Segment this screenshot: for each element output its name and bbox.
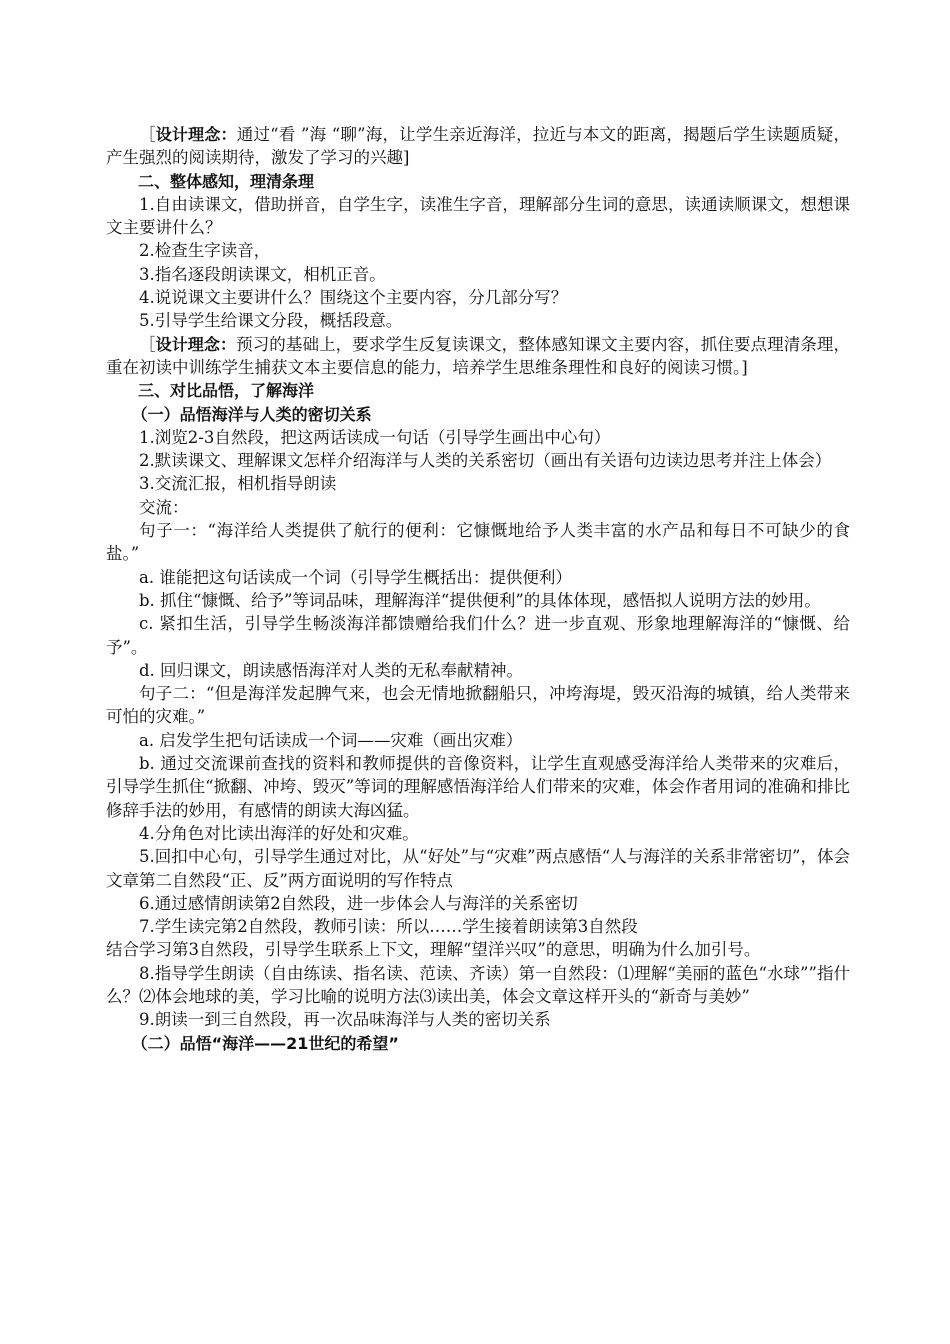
rationale-label: 设计理念： [155, 125, 237, 144]
paragraph: a. 谁能把这句话读成一个词（引导学生概括出：提供便利） [139, 567, 572, 587]
subsection-heading-1: （一）品悟海洋与人类的密切关系 [131, 404, 372, 424]
paragraph: a. 启发学生把句话读成一个词——灾难（画出灾难） [139, 730, 523, 750]
paragraph: 6.通过感情朗读第2自然段，进一步体会人与海洋的关系密切 [139, 893, 578, 913]
paragraph: 7.学生读完第2自然段，教师引读：所以……学生接着朗读第3自然段 [139, 917, 638, 937]
section-heading-2: 二、整体感知，理清条理 [138, 171, 315, 191]
paragraph: 1.自由读课文，借助拼音，自学生字，读准生字音，理解部分生词的意思，读通读顺课文，想想课文主要讲什么？ [106, 194, 850, 238]
paragraph: 2.检查生字读音， [139, 241, 271, 261]
rationale-text: 预习的基础上，要求学生反复读课文，整体感知课文主要内容，抓住要点理清条理，重在初读中训练学生捕获文本主要信息的能力，培养学生思维条理性和良好的阅读习惯。] [106, 334, 851, 377]
section-heading-3: 三、对比品悟，了解海洋 [138, 381, 315, 401]
paragraph: 交流： [139, 497, 189, 517]
paragraph: 2.默读课文、理解课文怎样介绍海洋与人类的关系密切（画出有关语句边读边思考并注上体会） [139, 451, 832, 471]
paragraph: 3.交流汇报，相机指导朗读 [139, 474, 337, 494]
document-page [106, 123, 850, 1055]
paragraph: 3.指名逐段朗读课文，相机正音。 [139, 264, 386, 284]
paragraph: 1.浏览2-3自然段，把这两话读成一句话（引导学生画出中心句） [139, 427, 611, 447]
paragraph: 句子一：“海洋给人类提供了航行的便利：它慷慨地给予人类丰富的水产品和每日不可缺少的食盐。” [106, 521, 850, 564]
rationale-label: 设计理念： [155, 334, 237, 354]
paragraph: b. 通过交流课前查找的资料和教师提供的音像资料，让学生直观感受海洋给人类带来的灾难后，引导学生抓住“掀翻、冲垮、毁灭”等词的理解感悟海洋给人们带来的灾难，体会作者用词的准确和排比修辞手法的妙用，有感情的朗读大海凶猛。 [106, 754, 850, 820]
paragraph: 9.朗读一到三自然段，再一次品味海洋与人类的密切关系 [139, 1010, 551, 1030]
rationale-text: 通过“看 ”海 “聊”海，让学生亲近海洋，拉近与本文的距离，揭题后学生读题质疑，产生强烈的阅读期待，激发了学习的兴趣] [106, 125, 850, 168]
paragraph: b. 抓住“慷慨、给予”等词品味，理解海洋“提供便利”的具体体现，感悟拟人说明方法的妙用。 [139, 590, 821, 610]
paragraph: 5.引导学生给课文分段，概括段意。 [139, 311, 403, 331]
subsection-heading-2: （二）品悟“海洋——21世纪的希望” [131, 1033, 399, 1053]
paragraph: c. 紧扣生活，引导学生畅淡海洋都馈赠给我们什么？进一步直观、形象地理解海洋的“慷慨、给予”。 [106, 614, 850, 657]
paragraph: 句子二：“但是海洋发起脾气来，也会无情地掀翻船只，冲垮海堤，毁灭沿海的城镇，给人类带来可怕的灾难。” [106, 684, 850, 727]
design-rationale-2: ［设计理念：预习的基础上，要求学生反复读课文，整体感知课文主要内容，抓住要点理清条理，重在初读中训练学生捕获文本主要信息的能力，培养学生思维条理性和良好的阅读习惯。] [106, 334, 851, 377]
paragraph: 5.回扣中心句，引导学生通过对比，从“好处”与“灾难”两点感悟“人与海洋的关系非常密切”，体会文章第二自然段“正、反”两方面说明的写作特点 [106, 847, 850, 890]
design-rationale-1: ［设计理念：通过“看 ”海 “聊”海，让学生亲近海洋，拉近与本文的距离，揭题后学生读题质疑，产生强烈的阅读期待，激发了学习的兴趣] [106, 125, 850, 168]
paragraph: 4.分角色对比读出海洋的好处和灾难。 [139, 823, 419, 843]
paragraph: d. 回归课文，朗读感悟海洋对人类的无私奉献精神。 [139, 660, 524, 680]
paragraph: 4.说说课文主要讲什么？围绕这个主要内容，分几部分写？ [139, 288, 568, 308]
paragraph: 结合学习第3自然段，引导学生联系上下文，理解“望洋兴叹”的意思，明确为什么加引号。 [106, 940, 761, 960]
paragraph: 8.指导学生朗读（自由练读、指名读、范读、齐读）第一自然段：⑴理解“美丽的蓝色“水球””指什么？⑵体会地球的美，学习比喻的说明方法⑶读出美，体会文章这样开头的“新奇与美妙” [106, 963, 850, 1006]
